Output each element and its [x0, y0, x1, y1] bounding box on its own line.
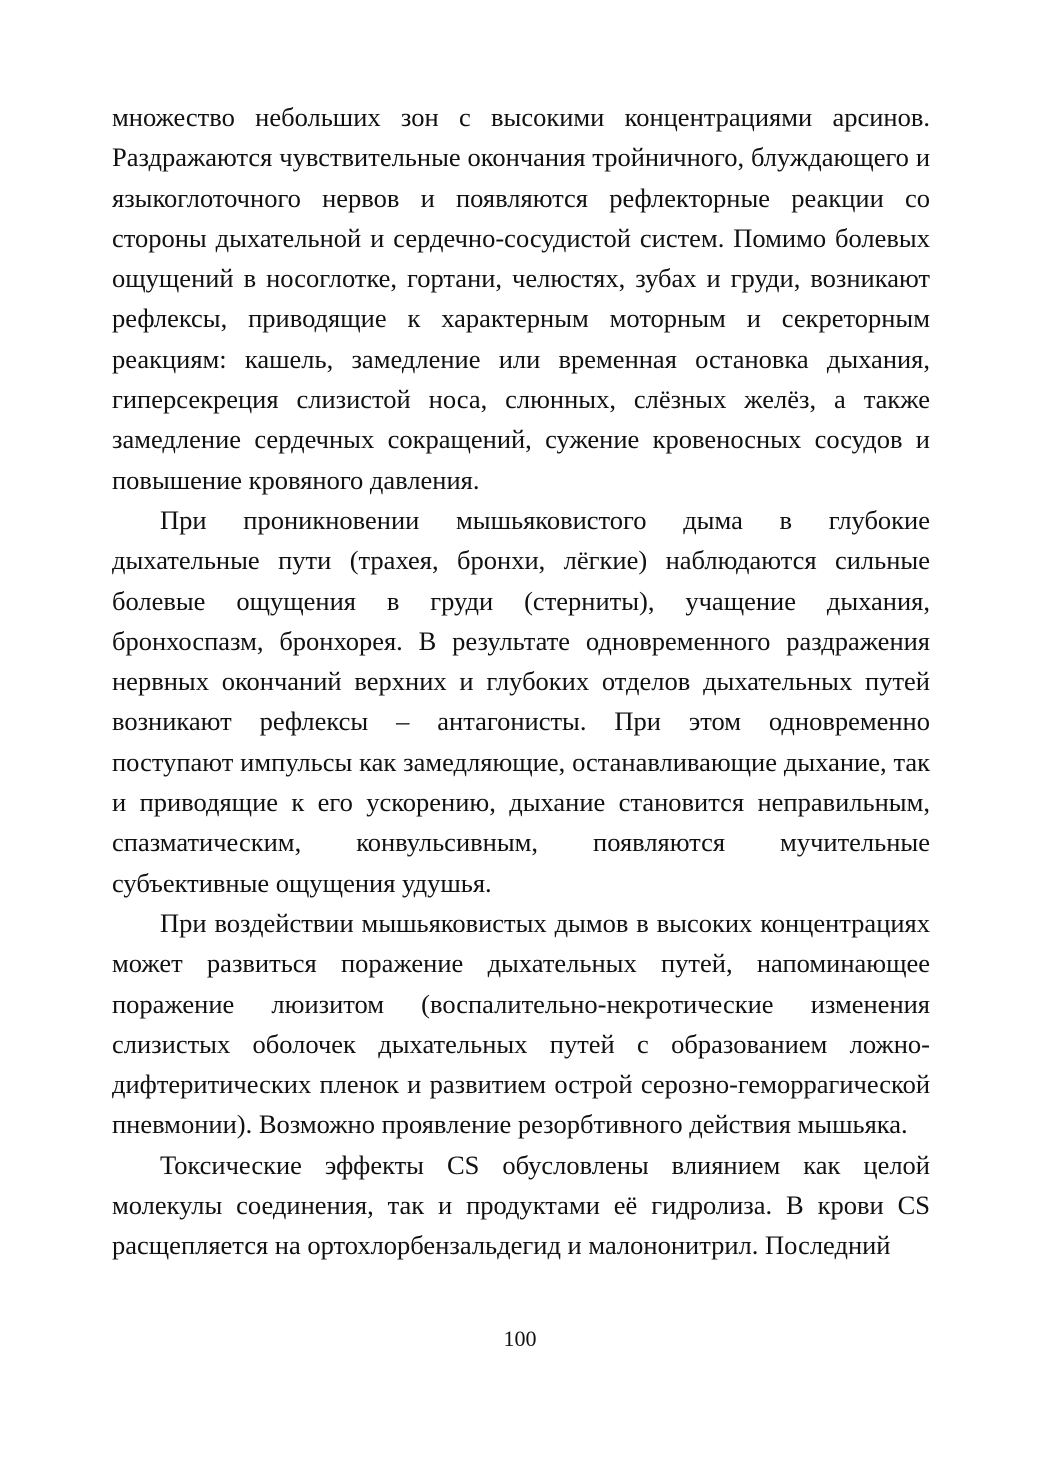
paragraph: При проникновении мышьяковистого дыма в глубокие дыхательные пути (трахея, бронхи, лёгкие) наблюдаются сильные болевые ощущения в груди (стерниты), учащение дыхания, бронхоспазм, бронхорея. В результате одновременного раздражения нервных окончаний верхних и глубоких отделов дыхательных путей возникают рефлексы – антагонисты. При этом одновременно поступают импульсы как замедляющие, останавливающие дыхание, так и приводящие к его ускорению, дыхание становится неправильным, спазматическим, конвульсивным, появляются мучительные субъективные ощущения удушья.	[112, 504, 930, 898]
paragraph: При воздействии мышьяковистых дымов в высоких концентрациях может развиться поражение дыхательных путей, напоминающее поражение люизитом (воспалительно-некротические изменения слизистых оболочек дыхательных путей с образованием ложно-дифтеритических пленок и развитием острой серозно-геморрагической пневмонии). Возможно проявление резорбтивного действия мышьяка.	[112, 907, 930, 1140]
page-number: 100	[503, 1326, 537, 1351]
paragraph: Токсические эффекты CS обусловлены влиянием как целой молекулы соединения, так и продуктами её гидролиза. В крови CS расщепляется на ортохлорбензальдегид и малононитрил. Последний	[112, 1149, 930, 1261]
paragraph-continuation: множество небольших зон с высокими концентрациями арсинов. Раздражаются чувствительные окончания тройничного, блуждающего и языкоглоточного нервов и появляются рефлекторные реакции со стороны дыхательной и сердечно-сосудистой систем. Помимо болевых ощущений в носоглотке, гортани, челюстях, зубах и груди, возникают рефлексы, приводящие к характерным моторным и секреторным реакциям: кашель, замедление или временная остановка дыхания, гиперсекреция слизистой носа, слюнных, слёзных желёз, а также замедление сердечных сокращений, сужение кровеносных сосудов и повышение кровяного давления.	[112, 102, 930, 495]
body-text	[112, 97, 930, 1266]
